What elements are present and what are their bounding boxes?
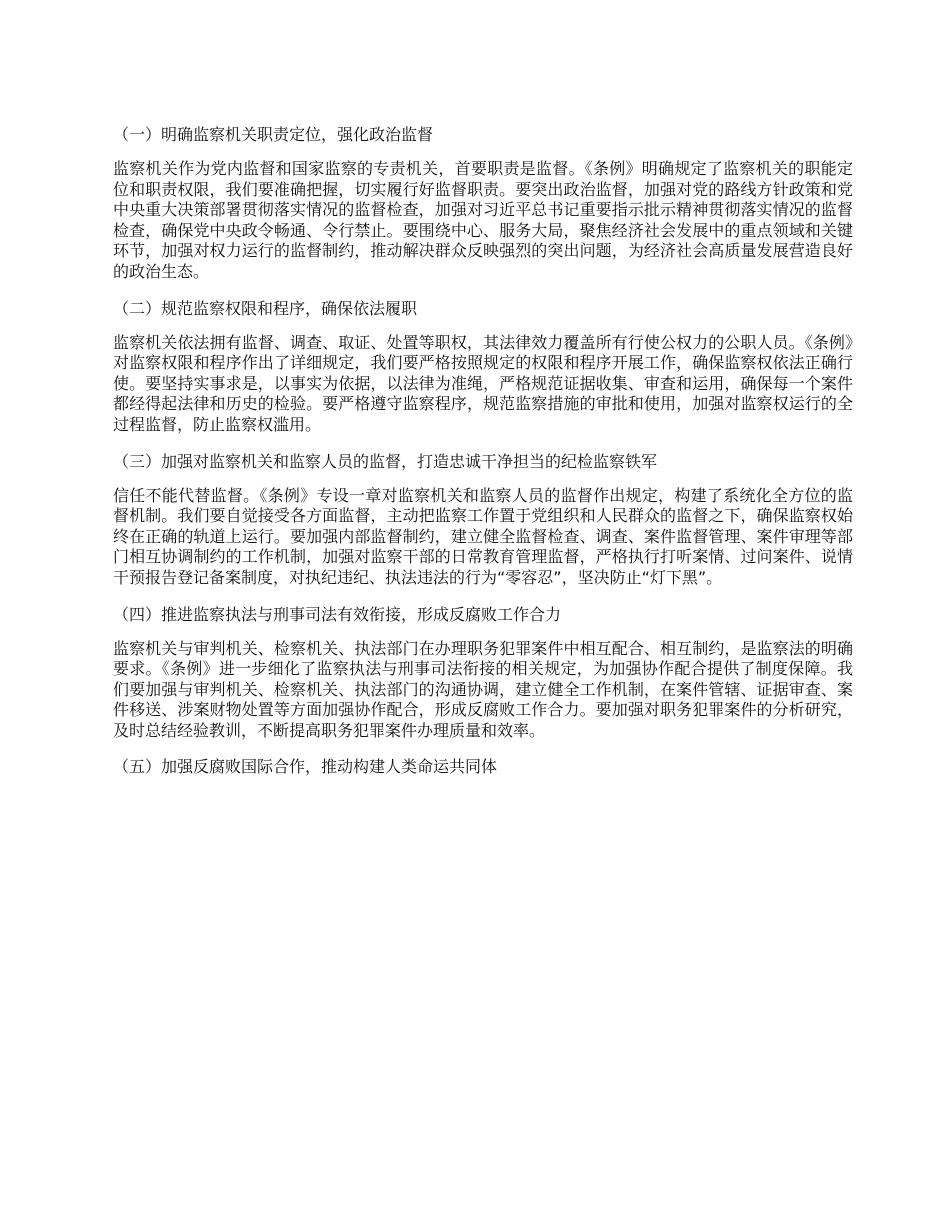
section-3 bbox=[113, 451, 853, 589]
section-paragraph: 信任不能代替监督。《条例》专设一章对监察机关和监察人员的监督作出规定，构建了系统化全方位的监督机制。我们要自觉接受各方面监督，主动把监察工作置于党组织和人民群众的监督之下，确保监察权始终在正确的轨道上运行。要加强内部监督制约，建立健全监督检查、调查、案件监督管理、案件审理等部门相互协调制约的工作机制，加强对监察干部的日常教育管理监督，严格执行打听案情、过问案件、说情干预报告登记备案制度，对执纪违纪、执法违法的行为“零容忍”，坚决防止“灯下黑”。 bbox=[113, 485, 853, 587]
section-1 bbox=[113, 124, 853, 283]
section-heading: （四）推进监察执法与刑事司法有效衔接，形成反腐败工作合力 bbox=[113, 604, 562, 624]
section-4 bbox=[113, 604, 853, 742]
section-paragraph: 监察机关与审判机关、检察机关、执法部门在办理职务犯罪案件中相互配合、相互制约，是监察法的明确要求。《条例》进一步细化了监察执法与刑事司法衔接的相关规定，为加强协作配合提供了制度保障。我们要加强与审判机关、检察机关、执法部门的沟通协调，建立健全工作机制，在案件管辖、证据审查、案件移送、涉案财物处置等方面加强协作配合，形成反腐败工作合力。要加强对职务犯罪案件的分析研究，及时总结经验教训，不断提高职务犯罪案件办理质量和效率。 bbox=[113, 638, 853, 740]
section-heading: （五）加强反腐败国际合作，推动构建人类命运共同体 bbox=[113, 757, 498, 777]
section-paragraph: 监察机关作为党内监督和国家监察的专责机关，首要职责是监督。《条例》明确规定了监察机关的职能定位和职责权限，我们要准确把握，切实履行好监督职责。要突出政治监督，加强对党的路线方针政策和党中央重大决策部署贯彻落实情况的监督检查，加强对习近平总书记重要指示批示精神贯彻落实情况的监督检查，确保党中央政令畅通、令行禁止。要围绕中心、服务大局，聚焦经济社会发展中的重点领域和关键环节，加强对权力运行的监督制约，推动解决群众反映强烈的突出问题，为经济社会高质量发展营造良好的政治生态。 bbox=[113, 159, 853, 281]
section-heading: （三）加强对监察机关和监察人员的监督，打造忠诚干净担当的纪检监察铁军 bbox=[113, 451, 658, 471]
section-2 bbox=[113, 298, 853, 436]
section-paragraph: 监察机关依法拥有监督、调查、取证、处置等职权，其法律效力覆盖所有行使公权力的公职人员。《条例》对监察权限和程序作出了详细规定，我们要严格按照规定的权限和程序开展工作，确保监察权依法正确行使。要坚持实事求是，以事实为依据，以法律为准绳，严格规范证据收集、审查和运用，确保每一个案件都经得起法律和历史的检验。要严格遵守监察程序，规范监察措施的审批和使用，加强对监察权运行的全过程监督，防止监察权滥用。 bbox=[113, 332, 853, 434]
document-page bbox=[113, 124, 853, 791]
section-5 bbox=[113, 756, 853, 778]
section-heading: （二）规范监察权限和程序，确保依法履职 bbox=[113, 298, 418, 318]
section-heading: （一）明确监察机关职责定位，强化政治监督 bbox=[113, 125, 434, 144]
